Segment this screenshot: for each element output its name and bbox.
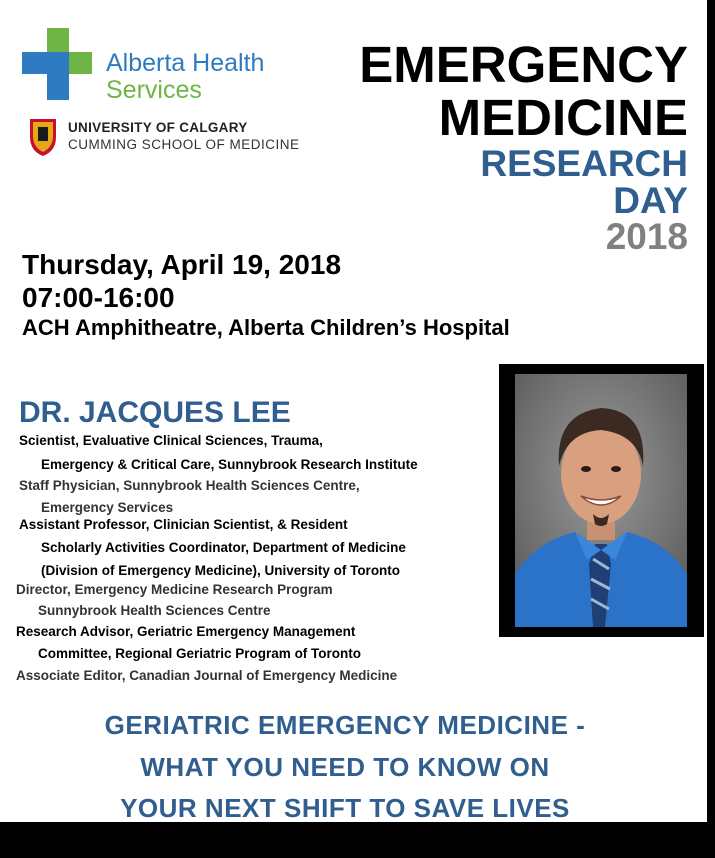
- speaker-name: DR. JACQUES LEE: [19, 396, 291, 429]
- bio-line: Emergency Services: [41, 500, 174, 515]
- title-year: 2018: [605, 216, 688, 257]
- bio-line: Staff Physician, Sunnybrook Health Sciences Centre,: [19, 478, 360, 493]
- bio-line: Scholarly Activities Coordinator, Department of Medicine: [41, 540, 406, 555]
- ucalgary-logo-line1: UNIVERSITY OF CALGARY: [68, 120, 248, 135]
- bio-line: Director, Emergency Medicine Research Program: [16, 582, 333, 597]
- talk-title-line3: YOUR NEXT SHIFT TO SAVE LIVES: [120, 793, 570, 823]
- bio-line: Sunnybrook Health Sciences Centre: [38, 603, 271, 618]
- event-date: Thursday, April 19, 2018: [22, 249, 342, 280]
- event-venue: ACH Amphitheatre, Alberta Children’s Hospital: [22, 315, 510, 340]
- bio-line: Committee, Regional Geriatric Program of Toronto: [38, 646, 362, 661]
- speaker-portrait: [515, 374, 687, 627]
- title-line1: EMERGENCY: [359, 36, 688, 93]
- page-border-right: [707, 0, 715, 858]
- ahs-logo-line2: Services: [106, 76, 202, 104]
- ucalgary-crest-icon: [28, 117, 58, 157]
- title-line3: RESEARCH: [480, 143, 688, 184]
- page-border-bottom: [0, 822, 715, 858]
- ahs-logo-text: [106, 50, 264, 104]
- bio-line: Scientist, Evaluative Clinical Sciences, Trauma,: [19, 433, 323, 448]
- talk-title-line2: WHAT YOU NEED TO KNOW ON: [140, 752, 550, 782]
- ahs-cross-logo-icon: [22, 28, 92, 100]
- speaker-portrait-illustration-icon: [515, 374, 687, 627]
- speaker-photo: [499, 364, 704, 637]
- talk-title-line1: GERIATRIC EMERGENCY MEDICINE -: [104, 710, 586, 740]
- bio-line: Assistant Professor, Clinician Scientist, & Resident: [19, 517, 348, 532]
- bio-line: Emergency & Critical Care, Sunnybrook Research Institute: [41, 457, 418, 472]
- bio-line: (Division of Emergency Medicine), University of Toronto: [41, 563, 401, 578]
- bio-line: Associate Editor, Canadian Journal of Emergency Medicine: [16, 668, 398, 683]
- ahs-logo-line1: Alberta Health: [106, 49, 265, 77]
- bio-line: Research Advisor, Geriatric Emergency Management: [16, 624, 356, 639]
- title-line2: MEDICINE: [438, 89, 688, 146]
- ucalgary-logo-line2: CUMMING SCHOOL OF MEDICINE: [68, 137, 300, 152]
- event-time: 07:00-16:00: [22, 282, 175, 313]
- title-line4: DAY: [613, 180, 688, 221]
